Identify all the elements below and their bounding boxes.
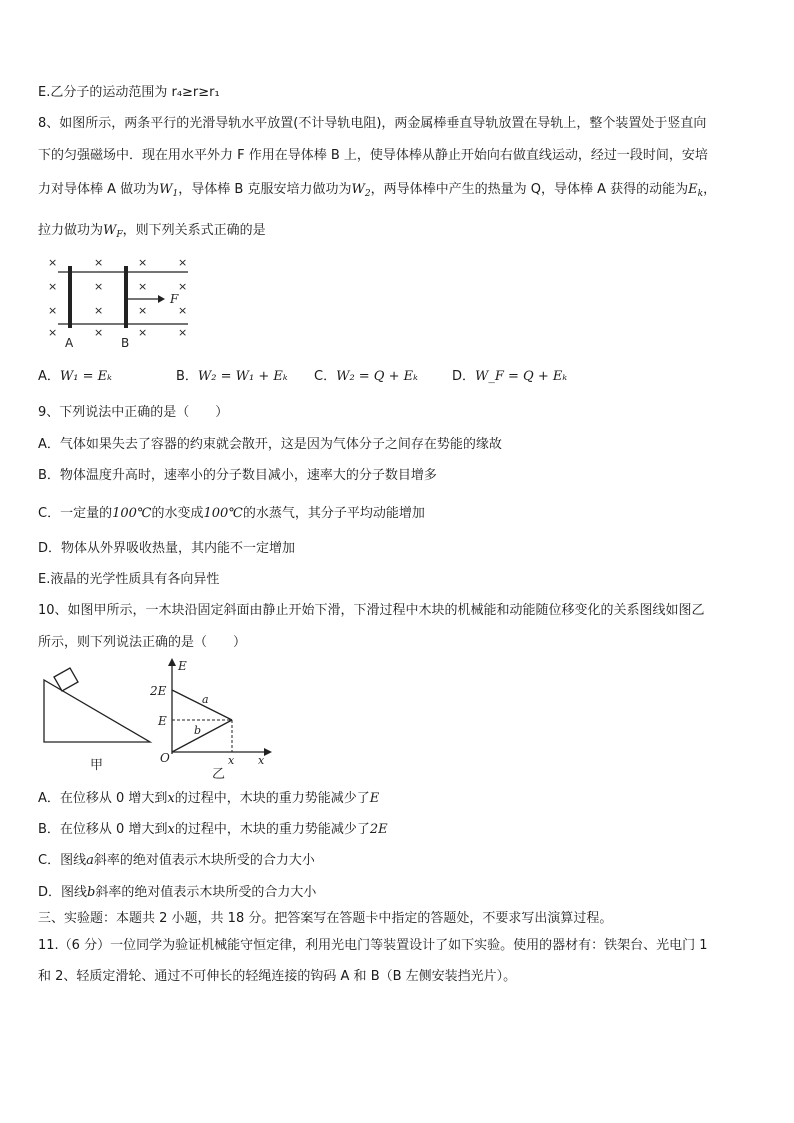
q8-stem-text: ，: [703, 182, 717, 197]
q10-stem-line1: 10、如图甲所示，一木块沿固定斜面由静止开始下滑，下滑过程中木块的机械能和动能随位移变化的关系图线如图乙: [38, 603, 705, 618]
q9-option-c: [38, 505, 425, 523]
q8-option-d: [452, 368, 567, 386]
q8-stem-line2: 下的匀强磁场中．现在用水平外力 F 作用在导体棒 B 上，使导体棒从静止开始向右做直线运动，经过一段时间，安培: [38, 148, 708, 163]
cross-mark: ×: [48, 304, 58, 317]
cross-mark: ×: [138, 280, 148, 293]
tick-x: x: [228, 754, 235, 767]
incline: [44, 680, 150, 742]
cross-mark: ×: [178, 256, 188, 269]
var-b: b: [87, 885, 96, 900]
q10-text: B．在位移从 0 增大到: [38, 822, 168, 837]
line-a-label: a: [202, 693, 209, 706]
q8-stem-text: 力对导体棒 A 做功为: [38, 182, 160, 197]
q10-text: C．图线: [38, 853, 87, 868]
q8-option-c: [314, 368, 418, 386]
cross-mark: ×: [94, 304, 104, 317]
tick-2e: 2E: [150, 684, 167, 698]
var-a: a: [86, 853, 94, 868]
q8-stem-text: ，导体棒 B 克服安培力做功为: [178, 182, 352, 197]
fig-yi-label: 乙: [212, 767, 226, 782]
q8-rails-figure: [38, 252, 198, 352]
option-label: D．: [452, 369, 476, 384]
q10-text: 的过程中，木块的重力势能减少了: [174, 822, 370, 837]
cross-mark: ×: [48, 280, 58, 293]
q10-option-c: [38, 852, 315, 870]
q7-option-e: E.乙分子的运动范围为 r₄≥r≥r₁: [38, 85, 220, 100]
cross-mark: ×: [178, 280, 188, 293]
q10-text: 斜率的绝对值表示木块所受的合力大小: [93, 853, 315, 868]
y-axis-arrow: [168, 658, 176, 666]
q10-text: D．图线: [38, 885, 88, 900]
fig-jia-label: 甲: [90, 758, 104, 773]
q8-stem-line4: [38, 222, 266, 244]
q9-text: 的水变成: [151, 506, 204, 521]
q8-option-b: [176, 368, 288, 386]
var-ek: $E_k$: [688, 182, 704, 199]
cross-mark: ×: [94, 326, 104, 339]
x-axis-arrow: [264, 748, 272, 756]
rod-a-label: A: [65, 336, 74, 350]
y-axis-label: E: [178, 659, 187, 673]
option-label: C．: [314, 369, 337, 384]
cross-mark: ×: [138, 304, 148, 317]
option-label: A．: [38, 369, 60, 384]
q9-option-b: B．物体温度升高时，速率小的分子数目减小，速率大的分子数目增多: [38, 468, 437, 483]
var-w1: $W_1$: [159, 182, 179, 199]
cross-mark: ×: [94, 256, 104, 269]
option-expr: W_F = Q + Eₖ: [475, 369, 568, 384]
q10-incline-figure: [38, 662, 158, 774]
option-expr: W₂ = Q + Eₖ: [336, 369, 418, 384]
rod-b-label: B: [121, 336, 130, 350]
option-expr: W₁ = Eₖ: [59, 369, 112, 384]
cross-mark: ×: [48, 326, 58, 339]
force-label: F: [170, 292, 179, 306]
q10-energy-graph: [148, 656, 278, 782]
x-axis-label: x: [258, 754, 265, 767]
force-arrowhead: [158, 295, 165, 303]
q10-text: 斜率的绝对值表示木块所受的合力大小: [95, 885, 317, 900]
cross-mark: ×: [48, 256, 58, 269]
q9-option-a: A．气体如果失去了容器的约束就会散开，这是因为气体分子之间存在势能的缘故: [38, 437, 502, 452]
cross-mark: ×: [94, 280, 104, 293]
q8-stem-line1: 8、如图所示，两条平行的光滑导轨水平放置(不计导轨电阻)，两金属棒垂直导轨放置在导轨上，整个装置处于竖直向: [38, 116, 707, 131]
q8-stem-text: 拉力做功为: [38, 223, 104, 238]
cross-mark: ×: [178, 326, 188, 339]
q11-stem-line2: 和 2、轻质定滑轮、通过不可伸长的轻绳连接的钩码 A 和 B（B 左侧安装挡光片）。: [38, 969, 517, 984]
var-w2: $W_2$: [351, 182, 371, 199]
line-b-label: b: [194, 724, 202, 737]
cross-mark: ×: [138, 326, 148, 339]
cross-mark: ×: [138, 256, 148, 269]
var-x: x: [167, 791, 175, 806]
origin-label: O: [160, 751, 170, 765]
q10-option-b: [38, 821, 388, 839]
option-label: B．: [176, 369, 198, 384]
q10-text: 的过程中，木块的重力势能减少了: [174, 791, 370, 806]
temperature-value: 100℃: [203, 506, 243, 521]
q10-stem-line2: 所示，则下列说法正确的是（ ）: [38, 635, 247, 650]
var-wf: $W_F$: [103, 223, 123, 240]
q8-stem-line3: [38, 181, 716, 203]
q11-stem-line1: 11.（6 分）一位同学为验证机械能守恒定律，利用光电门等装置设计了如下实验。使用的器材有：铁架台、光电门 1: [38, 938, 708, 953]
var-e: E: [369, 791, 380, 806]
q9-option-d: D．物体从外界吸收热量，其内能不一定增加: [38, 541, 296, 556]
q9-text: 的水蒸气，其分子平均动能增加: [242, 506, 425, 521]
q10-option-a: [38, 790, 379, 808]
var-2e: 2E: [369, 822, 388, 837]
temperature-value: 100℃: [112, 506, 152, 521]
graph-line-b: [172, 720, 232, 752]
q9-option-e: E.液晶的光学性质具有各向异性: [38, 572, 220, 587]
option-expr: W₂ = W₁ + Eₖ: [197, 369, 288, 384]
q10-text: A．在位移从 0 增大到: [38, 791, 168, 806]
q8-stem-text: ，则下列关系式正确的是: [122, 223, 266, 238]
section-3-heading: 三、实验题：本题共 2 小题，共 18 分。把答案写在答题卡中指定的答题处，不要求写出演算过程。: [38, 911, 613, 926]
q8-option-a: [38, 368, 112, 386]
q9-text: C．一定量的: [38, 506, 113, 521]
q8-stem-text: ，两导体棒中产生的热量为 Q，导体棒 A 获得的动能为: [370, 182, 689, 197]
var-x: x: [167, 822, 175, 837]
tick-e: E: [158, 714, 167, 728]
cross-mark: ×: [178, 304, 188, 317]
q9-stem: 9、下列说法中正确的是（ ）: [38, 405, 229, 420]
q10-option-d: [38, 884, 316, 902]
